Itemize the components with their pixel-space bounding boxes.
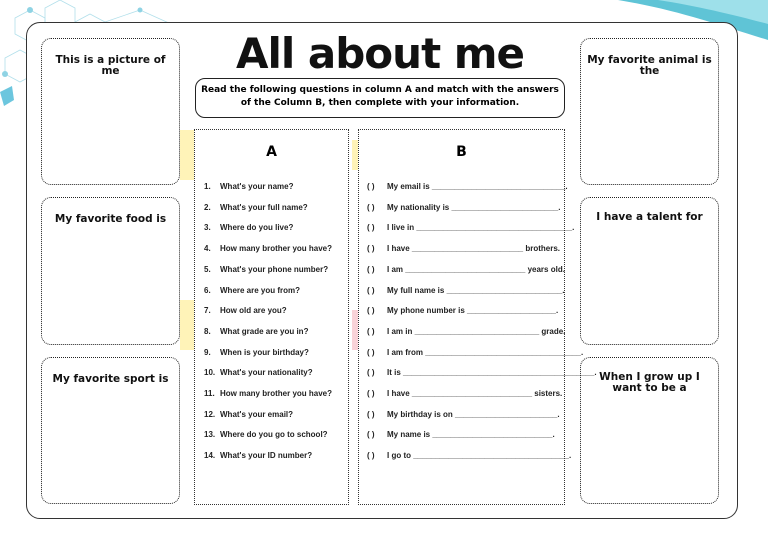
answer-item[interactable] <box>367 286 564 295</box>
answer-blank[interactable]: ( ) <box>367 182 375 191</box>
answer-text: I am from ___________________________________. <box>387 347 584 357</box>
question-number: 11. <box>204 389 215 398</box>
question-text: How many brother you have? <box>220 244 333 254</box>
question-item <box>204 244 332 253</box>
question-number: 2. <box>204 202 211 212</box>
answer-text: My phone number is ____________________. <box>387 306 559 316</box>
question-text: How old are you? <box>220 306 287 316</box>
answer-text: I have _________________________ brothers. <box>387 244 561 254</box>
answer-item[interactable] <box>367 265 565 274</box>
question-item <box>204 223 293 232</box>
column-a-heading: A <box>266 144 277 160</box>
question-item <box>204 203 308 212</box>
answer-text: My birthday is on _______________________. <box>387 409 560 419</box>
grow-up-box[interactable] <box>580 357 719 504</box>
question-item <box>204 389 332 398</box>
question-item <box>204 286 300 295</box>
answer-item[interactable] <box>367 223 574 232</box>
answer-text: My email is ______________________________. <box>387 182 568 191</box>
answer-item[interactable] <box>367 306 558 315</box>
talent-box-title: I have a talent for <box>596 211 703 223</box>
question-number: 14. <box>204 451 216 461</box>
question-number: 3. <box>204 223 211 233</box>
answer-item[interactable] <box>367 410 560 419</box>
answer-blank[interactable]: ( ) <box>367 430 375 440</box>
answer-text: I have ___________________________ sisters. <box>387 389 563 398</box>
column-b-heading: B <box>456 144 467 160</box>
decorative-tint <box>180 300 194 350</box>
question-text: What's your name? <box>220 182 294 191</box>
answer-item[interactable] <box>367 451 571 460</box>
question-item <box>204 327 308 336</box>
question-text: What's your nationality? <box>220 368 313 378</box>
answer-item[interactable] <box>367 430 555 439</box>
column-b <box>358 129 597 505</box>
question-number: 9. <box>204 347 211 357</box>
question-item <box>204 430 328 439</box>
sport-box[interactable] <box>41 357 180 504</box>
sport-box-title: My favorite sport is <box>52 373 169 385</box>
food-box[interactable] <box>41 197 180 345</box>
answer-item[interactable] <box>367 327 565 336</box>
answer-text: My name is ___________________________. <box>387 430 555 440</box>
answer-text: My full name is __________________________. <box>387 285 565 295</box>
question-text: Where do you live? <box>220 223 294 233</box>
question-number: 8. <box>204 326 211 336</box>
answer-blank[interactable]: ( ) <box>367 347 375 357</box>
question-number: 6. <box>204 285 211 295</box>
question-number: 7. <box>204 306 211 316</box>
question-number: 13. <box>204 430 216 440</box>
answer-blank[interactable]: ( ) <box>367 451 375 461</box>
answer-text: It is ___________________________________________. <box>387 368 597 378</box>
answer-item[interactable] <box>367 244 560 253</box>
question-item <box>204 410 293 419</box>
answer-item[interactable] <box>367 389 562 398</box>
question-number: 10. <box>204 368 216 378</box>
answer-blank[interactable]: ( ) <box>367 409 375 419</box>
question-item <box>204 306 287 315</box>
question-number: 1. <box>204 182 211 191</box>
question-item <box>204 368 313 377</box>
decorative-tint <box>180 130 194 180</box>
answer-blank[interactable]: ( ) <box>367 223 375 233</box>
question-text: What grade are you in? <box>220 326 309 336</box>
answer-blank[interactable]: ( ) <box>367 285 375 295</box>
column-a <box>194 129 349 505</box>
animal-box-title: My favorite animal is the <box>587 54 712 77</box>
answer-blank[interactable]: ( ) <box>367 326 375 336</box>
question-text: What's your full name? <box>220 202 308 212</box>
grow-up-box-title: When I grow up I want to be a <box>599 371 700 394</box>
answer-text: I am in ____________________________ grade. <box>387 326 566 336</box>
answer-blank[interactable]: ( ) <box>367 306 375 316</box>
question-number: 12. <box>204 409 216 419</box>
animal-box[interactable] <box>580 38 719 185</box>
question-text: When is your birthday? <box>220 347 309 357</box>
page-title: All about me <box>235 29 525 78</box>
question-item <box>204 265 328 274</box>
question-text: What's your phone number? <box>220 264 329 274</box>
answer-blank[interactable]: ( ) <box>367 264 375 274</box>
answer-text: I live in ___________________________________. <box>387 223 575 233</box>
talent-box[interactable] <box>580 197 719 345</box>
question-item <box>204 451 312 460</box>
answer-blank[interactable]: ( ) <box>367 368 375 378</box>
answer-item[interactable] <box>367 203 560 212</box>
answer-item[interactable] <box>367 182 568 191</box>
question-item <box>204 348 309 357</box>
answer-text: My nationality is ________________________. <box>387 202 561 212</box>
answer-blank[interactable]: ( ) <box>367 202 375 212</box>
question-text: Where do you go to school? <box>220 430 328 440</box>
food-box-title: My favorite food is <box>54 213 167 225</box>
answer-text: I go to ___________________________________. <box>387 451 572 461</box>
instructions-box: Read the following questions in column A and match with the answers of the Column B, then complete with your information. <box>195 78 565 118</box>
question-item <box>204 182 293 191</box>
picture-box[interactable] <box>41 38 180 185</box>
answer-blank[interactable]: ( ) <box>367 244 375 254</box>
answer-blank[interactable]: ( ) <box>367 389 375 398</box>
question-text: How many brother you have? <box>220 389 333 398</box>
picture-box-title: This is a picture of me <box>55 54 166 77</box>
question-text: What's your email? <box>220 409 294 419</box>
question-text: What's your ID number? <box>220 451 313 461</box>
question-text: Where are you from? <box>220 285 301 295</box>
answer-item[interactable] <box>367 368 597 377</box>
answer-text: I am ___________________________ years old. <box>387 264 565 274</box>
question-number: 4. <box>204 244 211 254</box>
question-number: 5. <box>204 264 211 274</box>
answer-item[interactable] <box>367 348 583 357</box>
